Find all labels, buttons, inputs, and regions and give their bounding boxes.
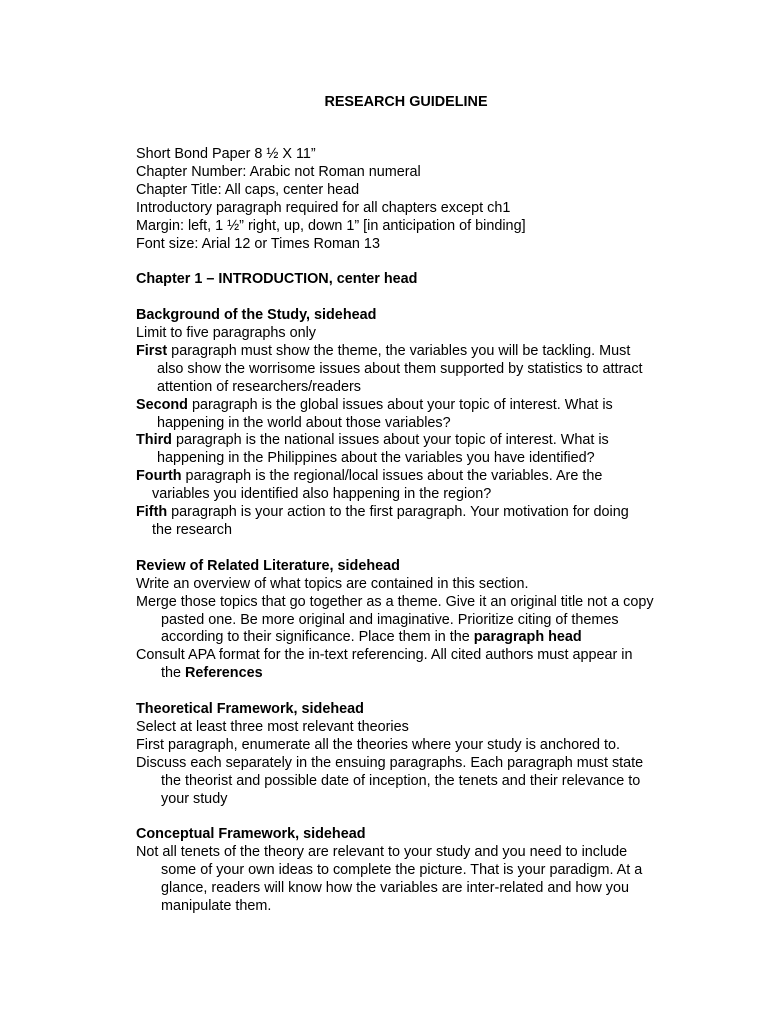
fifth-line-1: paragraph is your action to the first paragraph. Your motivation for doing [167, 504, 629, 521]
third-line-1: paragraph is the national issues about your topic of interest. What is [171, 432, 609, 449]
review-merge-paragraph [136, 594, 696, 648]
review-overview: Write an overview of what topics are contained in this section. [136, 575, 529, 592]
conceptual-line-4: manipulate them. [161, 897, 272, 914]
theoretical-enumerate: First paragraph, enumerate all the theories where your study is anchored to. [136, 736, 620, 753]
third-term: Third [136, 432, 172, 449]
spec-paper-size: Short Bond Paper 8 ½ X 11” [136, 146, 316, 162]
theoretical-discuss-line-1: Discuss each separately in the ensuing paragraphs. Each paragraph must state [136, 754, 644, 771]
document-body [136, 146, 696, 916]
second-line-2: happening in the world about those variables? [157, 414, 451, 431]
first-line-3: attention of researchers/readers [157, 378, 361, 395]
theoretical-heading: Theoretical Framework, sidehead [136, 701, 364, 718]
background-fifth-paragraph [136, 504, 696, 540]
first-line-2: also show the worrisome issues about them supported by statistics to attract [157, 360, 643, 377]
first-term: First [136, 342, 168, 359]
background-heading: Background of the Study, sidehead [136, 307, 377, 324]
third-line-2: happening in the Philippines about the variables you have identified? [157, 450, 595, 467]
fourth-line-1: paragraph is the regional/local issues about the variables. Are the [181, 468, 603, 485]
fourth-term: Fourth [136, 468, 182, 485]
theoretical-discuss-line-3: your study [161, 790, 228, 807]
chapter-heading: Chapter 1 – INTRODUCTION, center head [136, 271, 418, 288]
conceptual-line-1: Not all tenets of the theory are relevant to your study and you need to include [136, 844, 628, 861]
review-heading: Review of Related Literature, sidehead [136, 557, 400, 574]
spec-font-size: Font size: Arial 12 or Times Roman 13 [136, 235, 380, 252]
conceptual-paragraph [136, 844, 696, 916]
review-merge-line-3: according to their significance. Place them in the [161, 629, 474, 646]
conceptual-heading: Conceptual Framework, sidehead [136, 826, 366, 843]
conceptual-line-3: glance, readers will know how the variables are inter-related and how you [161, 880, 629, 897]
document-title: RESEARCH GUIDELINE [324, 94, 488, 110]
spec-chapter-number: Chapter Number: Arabic not Roman numeral [136, 163, 421, 180]
spec-intro-paragraph: Introductory paragraph required for all chapters except ch1 [136, 199, 511, 216]
background-fourth-paragraph [136, 468, 696, 504]
theoretical-select: Select at least three most relevant theories [136, 718, 409, 735]
paragraph-head-term: paragraph head [473, 629, 582, 646]
review-merge-line-1: Merge those topics that go together as a theme. Give it an original title not a copy [136, 593, 654, 610]
review-apa-paragraph [136, 647, 696, 683]
background-first-paragraph [136, 343, 696, 397]
background-third-paragraph [136, 432, 696, 468]
first-line-1: paragraph must show the theme, the variables you will be tackling. Must [167, 342, 631, 359]
second-term: Second [136, 396, 188, 413]
conceptual-line-2: some of your own ideas to complete the picture. That is your paradigm. At a [161, 862, 643, 879]
fifth-line-2: the research [152, 522, 232, 538]
background-second-paragraph [136, 397, 696, 433]
theoretical-discuss-paragraph [136, 755, 696, 809]
review-apa-line-2: the [161, 665, 186, 682]
theoretical-discuss-line-2: the theorist and possible date of inception, the tenets and their relevance to [161, 772, 641, 789]
review-apa-line-1: Consult APA format for the in-text referencing. All cited authors must appear in [136, 647, 633, 664]
fifth-term: Fifth [136, 504, 168, 521]
spec-margin: Margin: left, 1 ½” right, up, down 1” [in anticipation of binding] [136, 217, 526, 234]
review-merge-line-2: pasted one. Be more original and imaginative. Prioritize citing of themes [161, 611, 619, 628]
fourth-line-2: variables you identified also happening in the region? [152, 486, 492, 503]
spec-chapter-title: Chapter Title: All caps, center head [136, 181, 360, 198]
second-line-1: paragraph is the global issues about your topic of interest. What is [187, 396, 613, 413]
references-term: References [185, 665, 263, 682]
background-intro: Limit to five paragraphs only [136, 325, 316, 342]
